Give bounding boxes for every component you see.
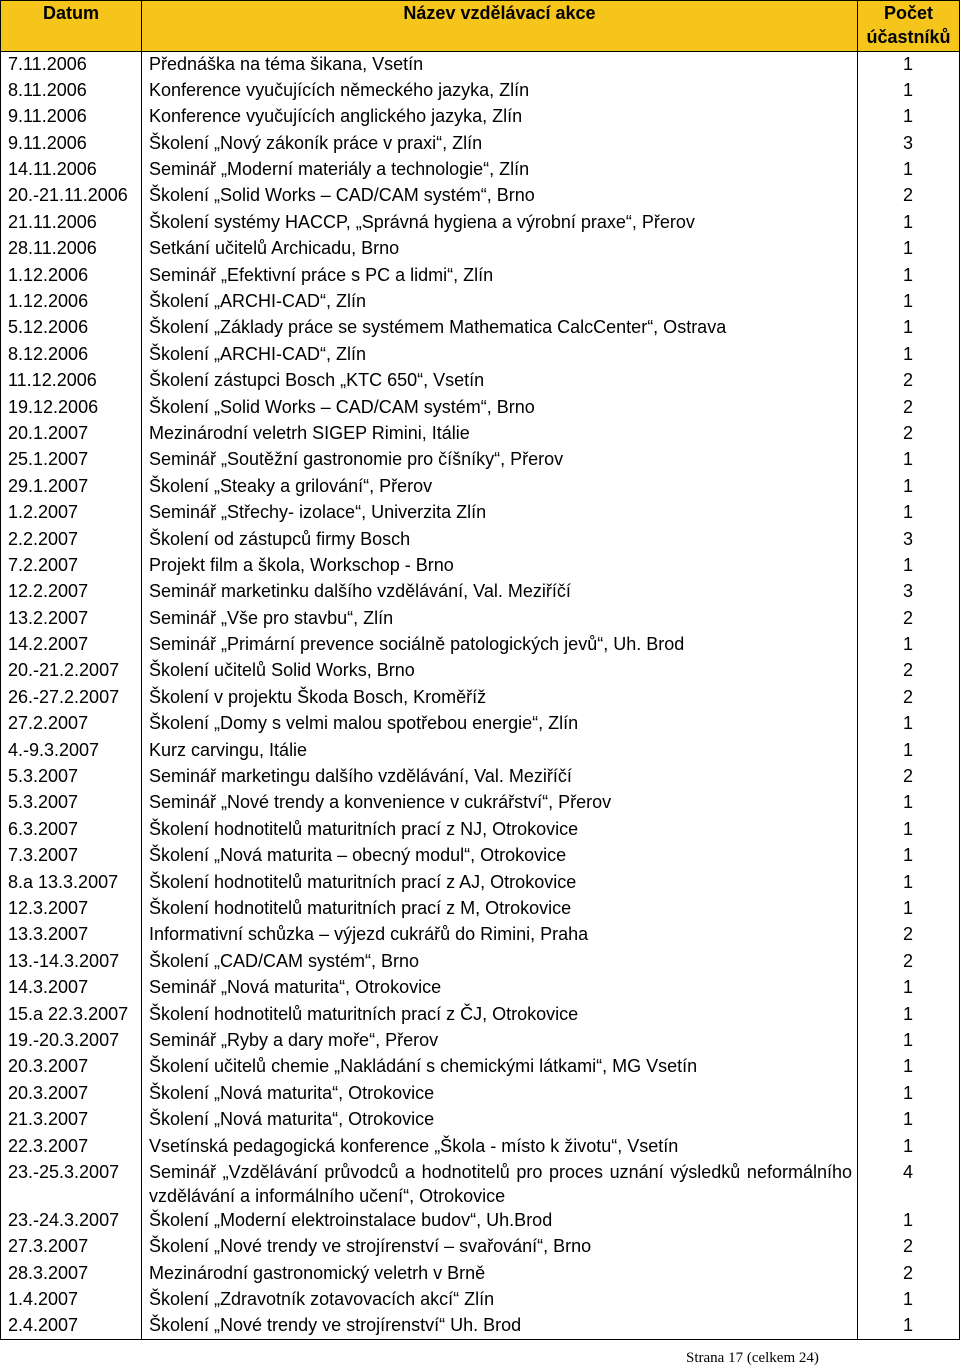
row-date: 27.3.2007	[1, 1234, 142, 1260]
header-event-name: Název vzdělávací akce	[142, 1, 858, 52]
row-participant-count: 1	[858, 447, 960, 473]
row-date: 6.3.2007	[1, 817, 142, 843]
row-event-name: Seminář „Ryby a dary moře“, Přerov	[142, 1028, 858, 1054]
row-date: 7.2.2007	[1, 553, 142, 579]
row-event-name: Školení „Nová maturita – obecný modul“, Otrokovice	[142, 843, 858, 869]
row-event-name: Školení „Solid Works – CAD/CAM systém“, Brno	[142, 395, 858, 421]
row-participant-count: 2	[858, 183, 960, 209]
table-body	[1, 52, 960, 1340]
header-count-line2: účastníků	[866, 27, 951, 47]
row-participant-count: 4	[858, 1160, 960, 1208]
row-participant-count: 1	[858, 104, 960, 130]
row-date: 28.3.2007	[1, 1261, 142, 1287]
row-event-name: Seminář marketingu dalšího vzdělávání, Val. Meziříčí	[142, 764, 858, 790]
table-row	[1, 579, 960, 605]
table-row	[1, 421, 960, 447]
table-row	[1, 949, 960, 975]
row-participant-count: 2	[858, 1234, 960, 1260]
row-participant-count: 2	[858, 949, 960, 975]
table-row	[1, 1002, 960, 1028]
page-footer: Strana 17 (celkem 24)	[686, 1350, 819, 1366]
row-date: 20.3.2007	[1, 1054, 142, 1080]
row-date: 5.12.2006	[1, 315, 142, 341]
row-date: 21.3.2007	[1, 1107, 142, 1133]
row-participant-count: 1	[858, 1002, 960, 1028]
row-participant-count: 1	[858, 870, 960, 896]
row-date: 19.12.2006	[1, 395, 142, 421]
row-date: 7.11.2006	[1, 52, 142, 78]
row-event-name: Školení „Solid Works – CAD/CAM systém“, Brno	[142, 183, 858, 209]
row-participant-count: 1	[858, 843, 960, 869]
table-row	[1, 315, 960, 341]
header-participant-count	[858, 1, 960, 52]
row-participant-count: 2	[858, 1261, 960, 1287]
row-participant-count: 1	[858, 553, 960, 579]
row-date: 9.11.2006	[1, 104, 142, 130]
table-row	[1, 1313, 960, 1339]
row-event-name: Školení „Zdravotník zotavovacích akcí“ Zlín	[142, 1287, 858, 1313]
row-event-name: Seminář „Nová maturita“, Otrokovice	[142, 975, 858, 1001]
row-event-name: Školení „Nová maturita“, Otrokovice	[142, 1081, 858, 1107]
row-participant-count: 2	[858, 685, 960, 711]
row-event-name: Školení „Nové trendy ve strojírenství – svařování“, Brno	[142, 1234, 858, 1260]
row-participant-count: 1	[858, 1054, 960, 1080]
row-date: 29.1.2007	[1, 474, 142, 500]
table-row	[1, 764, 960, 790]
row-participant-count: 1	[858, 289, 960, 315]
row-date: 20.-21.11.2006	[1, 183, 142, 209]
row-date: 13.3.2007	[1, 922, 142, 948]
row-date: 14.11.2006	[1, 157, 142, 183]
table-row	[1, 658, 960, 684]
row-date: 14.3.2007	[1, 975, 142, 1001]
row-event-name: Školení „Nové trendy ve strojírenství“ Uh. Brod	[142, 1313, 858, 1339]
row-event-name: Seminář „Vše pro stavbu“, Zlín	[142, 606, 858, 632]
table-row	[1, 263, 960, 289]
row-date: 19.-20.3.2007	[1, 1028, 142, 1054]
table-row	[1, 738, 960, 764]
row-event-name: Školení „Moderní elektroinstalace budov“, Uh.Brod	[142, 1208, 858, 1234]
row-event-name: Seminář „Vzdělávání průvodců a hodnotitelů pro proces uznání výsledků neformálního vzdělávání a informálního učení“, Otrokovice	[142, 1160, 858, 1208]
row-participant-count: 1	[858, 738, 960, 764]
table-row	[1, 104, 960, 130]
row-event-name: Školení „CAD/CAM systém“, Brno	[142, 949, 858, 975]
row-participant-count: 1	[858, 711, 960, 737]
table-row	[1, 606, 960, 632]
row-participant-count: 1	[858, 315, 960, 341]
row-event-name: Seminář „Efektivní práce s PC a lidmi“, Zlín	[142, 263, 858, 289]
row-participant-count: 1	[858, 1028, 960, 1054]
row-participant-count: 1	[858, 1313, 960, 1339]
row-participant-count: 1	[858, 263, 960, 289]
row-date: 22.3.2007	[1, 1134, 142, 1160]
row-date: 14.2.2007	[1, 632, 142, 658]
row-event-name: Školení učitelů chemie „Nakládání s chemickými látkami“, MG Vsetín	[142, 1054, 858, 1080]
row-participant-count: 1	[858, 632, 960, 658]
row-date: 27.2.2007	[1, 711, 142, 737]
row-event-name: Seminář „Moderní materiály a technologie“, Zlín	[142, 157, 858, 183]
row-event-name: Školení systémy HACCP, „Správná hygiena a výrobní praxe“, Přerov	[142, 210, 858, 236]
table-row	[1, 685, 960, 711]
row-date: 5.3.2007	[1, 790, 142, 816]
header-count-line1: Počet	[883, 3, 934, 23]
table-row	[1, 368, 960, 394]
row-date: 1.2.2007	[1, 500, 142, 526]
row-date: 23.-25.3.2007	[1, 1160, 142, 1208]
row-event-name: Projekt film a škola, Workschop - Brno	[142, 553, 858, 579]
row-date: 20.-21.2.2007	[1, 658, 142, 684]
table-header-row	[1, 1, 960, 52]
row-date: 20.1.2007	[1, 421, 142, 447]
row-event-name: Setkání učitelů Archicadu, Brno	[142, 236, 858, 262]
row-participant-count: 1	[858, 210, 960, 236]
row-event-name: Seminář „Nové trendy a konvenience v cukrářství“, Přerov	[142, 790, 858, 816]
row-event-name: Seminář „Primární prevence sociálně patologických jevů“, Uh. Brod	[142, 632, 858, 658]
row-date: 23.-24.3.2007	[1, 1208, 142, 1234]
table-row	[1, 1028, 960, 1054]
row-date: 2.2.2007	[1, 527, 142, 553]
table-row	[1, 1234, 960, 1260]
table-row	[1, 975, 960, 1001]
row-event-name: Školení v projektu Škoda Bosch, Kroměříž	[142, 685, 858, 711]
table-row	[1, 78, 960, 104]
row-event-name: Školení hodnotitelů maturitních prací z ČJ, Otrokovice	[142, 1002, 858, 1028]
row-event-name: Vsetínská pedagogická konference „Škola - místo k životu“, Vsetín	[142, 1134, 858, 1160]
row-event-name: Kurz carvingu, Itálie	[142, 738, 858, 764]
row-participant-count: 1	[858, 1287, 960, 1313]
table-row	[1, 236, 960, 262]
header-date: Datum	[1, 1, 142, 52]
row-event-name: Přednáška na téma šikana, Vsetín	[142, 52, 858, 78]
row-date: 12.2.2007	[1, 579, 142, 605]
table-row	[1, 843, 960, 869]
row-participant-count: 2	[858, 606, 960, 632]
table-row	[1, 183, 960, 209]
table-row	[1, 527, 960, 553]
row-participant-count: 1	[858, 78, 960, 104]
row-event-name: Školení „Domy s velmi malou spotřebou energie“, Zlín	[142, 711, 858, 737]
row-date: 7.3.2007	[1, 843, 142, 869]
row-participant-count: 3	[858, 579, 960, 605]
row-date: 15.a 22.3.2007	[1, 1002, 142, 1028]
row-participant-count: 1	[858, 1208, 960, 1234]
row-participant-count: 2	[858, 368, 960, 394]
table-row	[1, 52, 960, 78]
row-date: 11.12.2006	[1, 368, 142, 394]
row-date: 4.-9.3.2007	[1, 738, 142, 764]
row-participant-count: 1	[858, 342, 960, 368]
table-row	[1, 1081, 960, 1107]
row-event-name: Mezinárodní veletrh SIGEP Rimini, Itálie	[142, 421, 858, 447]
row-event-name: Seminář „Střechy- izolace“, Univerzita Zlín	[142, 500, 858, 526]
row-date: 12.3.2007	[1, 896, 142, 922]
row-date: 8.12.2006	[1, 342, 142, 368]
table-row	[1, 1287, 960, 1313]
row-event-name: Konference vyučujících německého jazyka, Zlín	[142, 78, 858, 104]
table-row	[1, 790, 960, 816]
table-row	[1, 1208, 960, 1234]
table-row	[1, 711, 960, 737]
row-date: 13.2.2007	[1, 606, 142, 632]
table-row	[1, 474, 960, 500]
row-participant-count: 1	[858, 474, 960, 500]
row-date: 20.3.2007	[1, 1081, 142, 1107]
table-row	[1, 1160, 960, 1208]
row-participant-count: 2	[858, 395, 960, 421]
row-participant-count: 1	[858, 1081, 960, 1107]
row-date: 2.4.2007	[1, 1313, 142, 1339]
table-row	[1, 157, 960, 183]
row-event-name: Školení zástupci Bosch „KTC 650“, Vsetín	[142, 368, 858, 394]
row-participant-count: 1	[858, 1134, 960, 1160]
table-row	[1, 395, 960, 421]
row-participant-count: 2	[858, 922, 960, 948]
row-event-name: Seminář „Soutěžní gastronomie pro číšníky“, Přerov	[142, 447, 858, 473]
row-date: 13.-14.3.2007	[1, 949, 142, 975]
table-row	[1, 896, 960, 922]
row-event-name: Konference vyučujících anglického jazyka, Zlín	[142, 104, 858, 130]
table-row	[1, 131, 960, 157]
row-event-name: Školení hodnotitelů maturitních prací z M, Otrokovice	[142, 896, 858, 922]
row-participant-count: 1	[858, 236, 960, 262]
row-event-name: Školení hodnotitelů maturitních prací z NJ, Otrokovice	[142, 817, 858, 843]
row-event-name: Školení učitelů Solid Works, Brno	[142, 658, 858, 684]
table-row	[1, 1107, 960, 1133]
table-row	[1, 500, 960, 526]
row-event-name: Školení „Steaky a grilování“, Přerov	[142, 474, 858, 500]
row-participant-count: 1	[858, 1107, 960, 1133]
table-row	[1, 1054, 960, 1080]
row-event-name: Školení „ARCHI-CAD“, Zlín	[142, 342, 858, 368]
row-participant-count: 3	[858, 527, 960, 553]
row-event-name: Školení „Nová maturita“, Otrokovice	[142, 1107, 858, 1133]
row-participant-count: 2	[858, 421, 960, 447]
table-row	[1, 553, 960, 579]
table-row	[1, 817, 960, 843]
row-participant-count: 1	[858, 975, 960, 1001]
row-participant-count: 2	[858, 658, 960, 684]
row-event-name: Informativní schůzka – výjezd cukrářů do Rimini, Praha	[142, 922, 858, 948]
row-date: 21.11.2006	[1, 210, 142, 236]
row-date: 1.12.2006	[1, 289, 142, 315]
table-row	[1, 289, 960, 315]
row-participant-count: 2	[858, 764, 960, 790]
row-date: 28.11.2006	[1, 236, 142, 262]
row-participant-count: 1	[858, 52, 960, 78]
row-participant-count: 3	[858, 131, 960, 157]
row-date: 1.12.2006	[1, 263, 142, 289]
table-row	[1, 447, 960, 473]
table-row	[1, 632, 960, 658]
row-date: 8.a 13.3.2007	[1, 870, 142, 896]
row-participant-count: 1	[858, 157, 960, 183]
row-event-name: Školení hodnotitelů maturitních prací z AJ, Otrokovice	[142, 870, 858, 896]
table-row	[1, 210, 960, 236]
row-date: 9.11.2006	[1, 131, 142, 157]
row-participant-count: 1	[858, 896, 960, 922]
row-participant-count: 1	[858, 790, 960, 816]
row-event-name: Seminář marketinku dalšího vzdělávání, Val. Meziříčí	[142, 579, 858, 605]
row-event-name: Školení „Nový zákoník práce v praxi“, Zlín	[142, 131, 858, 157]
table-row	[1, 1134, 960, 1160]
table-row	[1, 870, 960, 896]
row-event-name: Školení od zástupců firmy Bosch	[142, 527, 858, 553]
row-participant-count: 1	[858, 817, 960, 843]
table-row	[1, 922, 960, 948]
row-event-name: Mezinárodní gastronomický veletrh v Brně	[142, 1261, 858, 1287]
row-event-name: Školení „ARCHI-CAD“, Zlín	[142, 289, 858, 315]
table-row	[1, 1261, 960, 1287]
row-date: 25.1.2007	[1, 447, 142, 473]
row-participant-count: 1	[858, 500, 960, 526]
row-date: 1.4.2007	[1, 1287, 142, 1313]
row-date: 5.3.2007	[1, 764, 142, 790]
row-date: 26.-27.2.2007	[1, 685, 142, 711]
row-event-name: Školení „Základy práce se systémem Mathematica CalcCenter“, Ostrava	[142, 315, 858, 341]
row-date: 8.11.2006	[1, 78, 142, 104]
table-row	[1, 342, 960, 368]
